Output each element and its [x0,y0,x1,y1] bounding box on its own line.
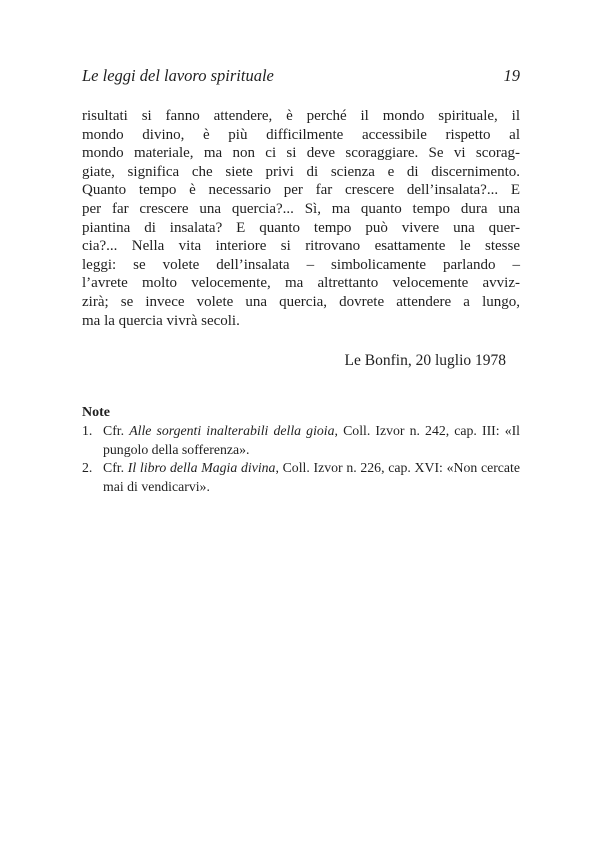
note-item [82,422,520,459]
note-book-title: Il libro della Magia divina [127,460,276,476]
note-number: 1. [82,423,93,439]
body-line: piantina di insalata? E quanto tempo può vivere una quer- [82,219,520,236]
body-line: per far crescere una quercia?... Sì, ma quanto tempo dura una [82,200,520,217]
body-line: zirà; se invece volete una quercia, dovrete attendere a lungo, [82,293,520,310]
note-rest: , Coll. Izvor n. 226, cap. XVI: «Non cercate mai di vendicarvi». [103,460,520,494]
page-content [82,66,520,497]
note-book-title: Alle sorgenti inalterabili della gioia [129,423,335,439]
dateline: Le Bonfin, 20 luglio 1978 [344,352,506,370]
running-head [82,66,520,86]
body-line: mondo materiale, ma non ci si deve scoraggiare. Se vi scorag- [82,145,520,162]
note-number: 2. [82,460,93,476]
body-line: l’avrete molto velocemente, ma altrettanto velocemente avviz- [82,275,520,292]
body-line: giate, significa che siete privi di scienza e di discernimento. [82,163,520,180]
note-item [82,459,520,496]
notes-section [82,404,520,496]
page-number: 19 [503,66,520,85]
body-line: Quanto tempo è necessario per far crescere dell’insalata?... E [82,182,520,199]
note-prefix: Cfr. [103,460,128,476]
running-title: Le leggi del lavoro spirituale [82,66,274,85]
body-paragraph [82,107,520,330]
body-line: ma la quercia vivrà secoli. [82,312,240,329]
body-line: risultati si fanno attendere, è perché il mondo spirituale, il [82,108,520,124]
body-line: cia?... Nella vita interiore si ritrovano esattamente le stesse [82,238,520,255]
body-line: mondo divino, è più difficilmente accessibile rispetto al [82,126,520,143]
notes-heading: Note [82,405,110,421]
note-prefix: Cfr. [103,423,130,439]
body-line: leggi: se volete dell’insalata – simbolicamente parlando – [82,256,520,273]
note-rest: , Coll. Izvor n. 242, cap. III: «Il pungolo della sofferenza». [103,423,521,457]
